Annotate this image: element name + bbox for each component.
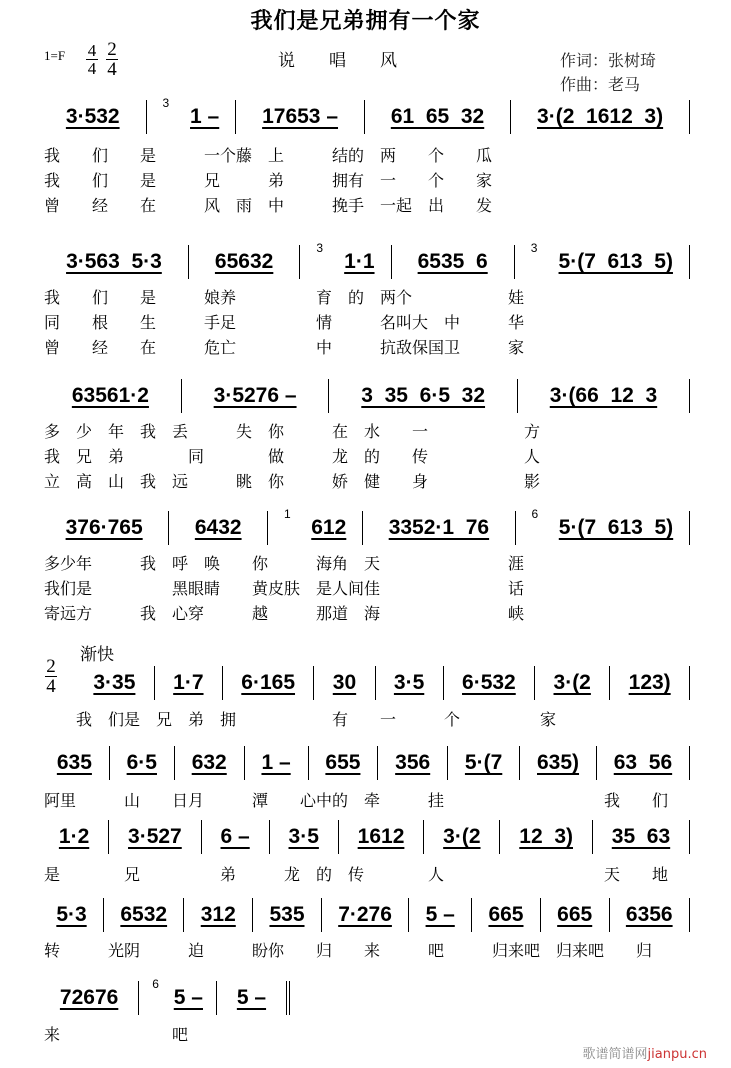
lyric-line: 我 们 是 兄 弟 拥有 一 个 家 <box>44 171 493 190</box>
lyric-line: 我 们 是 一个藤 上 结的 两 个 瓜 <box>44 146 493 165</box>
time-signature-4-4 <box>86 42 98 77</box>
notes: 12 3) <box>519 825 573 848</box>
notes: 376·765 <box>65 516 143 539</box>
measure <box>610 666 690 700</box>
measure <box>329 379 517 413</box>
measure <box>104 898 184 932</box>
notes: 5 – <box>425 903 455 926</box>
measure <box>409 898 472 932</box>
measure <box>223 666 314 700</box>
staff-row <box>40 241 690 279</box>
staff-row <box>40 898 690 932</box>
measure <box>515 241 690 279</box>
notes: 3·532 <box>65 105 120 128</box>
time-sig-top: 4 <box>87 41 97 60</box>
measure <box>322 898 409 932</box>
measure <box>593 820 690 854</box>
time-sig-bottom: 4 <box>87 59 97 78</box>
lyric-line: 同 根 生 手足 情 名叫大 中 华 <box>44 313 525 332</box>
measure <box>339 820 425 854</box>
lyric-line: 是 兄 弟 龙 的 传 人 天 地 <box>44 865 669 884</box>
grace-note: 6 <box>531 507 539 521</box>
grace-note: 6 <box>152 977 159 991</box>
measure <box>392 245 515 279</box>
lyric-line: 我 们 是 娘养 育 的 两个 娃 <box>44 288 525 307</box>
notes: 1612 <box>357 825 405 848</box>
notes: 5·(7 613 5) <box>558 250 673 273</box>
song-title: 我们是兄弟拥有一个家 <box>250 9 481 34</box>
measure <box>175 746 245 780</box>
lyric-line: 多 少 年 我 丢 失 你 在 水 一 方 <box>44 422 541 441</box>
measure <box>253 898 322 932</box>
notes: 3·(66 12 3 <box>549 384 658 407</box>
measure <box>169 511 268 545</box>
staff-row <box>75 666 690 700</box>
notes: 6356 <box>625 903 673 926</box>
notes: 7·276 <box>338 903 392 926</box>
notes: 3·(2 <box>443 825 481 848</box>
lyric-line: 来 吧 <box>44 1025 189 1044</box>
lyric-line: 寄远方 我 心穿 越 那道 海 峡 <box>44 604 525 623</box>
measure <box>40 100 147 134</box>
measure <box>376 666 444 700</box>
lyricist: 作词：张树琦 <box>560 51 657 70</box>
notes: 635 <box>56 751 92 774</box>
measure <box>75 666 155 700</box>
measure <box>182 379 330 413</box>
lyric-line: 曾 经 在 风 雨 中 挽手 一起 出 发 <box>44 196 493 215</box>
measure <box>40 245 189 279</box>
notes: 3·35 <box>93 671 136 694</box>
lyric-line: 曾 经 在 危亡 中 抗敌保国卫 家 <box>44 338 525 357</box>
notes: 535 <box>269 903 305 926</box>
lyric-line: 立 高 山 我 远 眺 你 娇 健 身 影 <box>44 472 541 491</box>
notes: 6·532 <box>462 671 516 694</box>
notes: 61 65 32 <box>390 105 485 128</box>
notes: 3·5276 – <box>213 384 297 407</box>
time-signature-2-4 <box>106 40 118 79</box>
lyric-line: 多少年 我 呼 唤 你 海角 天 涯 <box>44 554 525 573</box>
grace-note: 3 <box>530 241 538 255</box>
staff-row <box>40 96 690 134</box>
grace-note: 3 <box>316 241 324 255</box>
notes: 123) <box>628 671 671 694</box>
staff-row <box>40 820 690 854</box>
measure <box>363 511 516 545</box>
notes: 5·3 <box>56 903 87 926</box>
watermark <box>583 1043 707 1062</box>
notes: 6·5 <box>126 751 157 774</box>
measure <box>597 746 690 780</box>
notes: 612 <box>311 516 347 539</box>
measure <box>155 666 223 700</box>
notes: 5·(7 613 5) <box>558 516 674 539</box>
staff-row <box>40 379 690 413</box>
notes: 3352·1 76 <box>388 516 490 539</box>
measure <box>184 898 253 932</box>
notes: 3·563 5·3 <box>66 250 162 273</box>
time-sig-bottom: 4 <box>107 59 117 80</box>
measure <box>40 379 182 413</box>
notes: 6532 <box>120 903 168 926</box>
measure <box>472 898 541 932</box>
lyric-line: 阿里 山 日月 潭 心中的 牵 挂 我 们 <box>44 791 669 810</box>
time-sig-bottom: 4 <box>46 676 56 697</box>
notes: 1·7 <box>173 671 204 694</box>
measure <box>268 507 363 545</box>
notes: 30 <box>332 671 357 694</box>
time-sig-top: 2 <box>46 656 56 677</box>
time-sig-top: 2 <box>107 39 117 60</box>
measure <box>378 746 448 780</box>
notes: 5 – <box>236 986 267 1009</box>
notes: 65632 <box>214 250 274 273</box>
measure <box>236 100 365 134</box>
measure <box>535 666 610 700</box>
notes: 6535 6 <box>417 250 488 273</box>
measure <box>448 746 520 780</box>
measure <box>541 898 610 932</box>
measure <box>270 820 339 854</box>
notes: 6432 <box>194 516 242 539</box>
notes: 1 – <box>261 751 291 774</box>
measure <box>516 507 690 545</box>
measure <box>309 746 379 780</box>
key-signature: 1=F <box>44 48 66 63</box>
watermark-text: 歌谱简谱网 <box>582 1047 648 1062</box>
notes: 665 <box>488 903 524 926</box>
tempo-marking: 渐快 <box>80 645 114 665</box>
notes: 635) <box>537 751 580 774</box>
notes: 3·527 <box>128 825 182 848</box>
notes: 632 <box>191 751 227 774</box>
measure <box>40 820 109 854</box>
measure <box>300 241 391 279</box>
measure <box>424 820 500 854</box>
notes: 356 <box>395 751 431 774</box>
measure <box>109 820 202 854</box>
measure <box>189 245 301 279</box>
notes: 6·165 <box>241 671 296 694</box>
measure <box>365 100 511 134</box>
notes: 3 35 6·5 32 <box>361 384 486 407</box>
grace-note: 1 <box>283 507 291 521</box>
lyric-line: 我们是 黑眼睛 黄皮肤 是人间佳 话 <box>44 579 525 598</box>
measure <box>147 96 237 134</box>
notes: 3·(2 1612 3) <box>537 105 664 128</box>
measure <box>40 981 139 1015</box>
time-signature-change <box>45 657 57 696</box>
notes: 3·(2 <box>553 671 591 694</box>
staff-row <box>40 977 290 1015</box>
notes: 63 56 <box>613 751 673 774</box>
notes: 1·1 <box>344 250 375 273</box>
notes: 5 – <box>173 986 203 1009</box>
measure <box>202 820 270 854</box>
notes: 6 – <box>220 825 250 848</box>
song-style: 说 唱 风 <box>278 51 397 71</box>
measure <box>610 898 690 932</box>
staff-row <box>40 507 690 545</box>
measure <box>511 100 690 134</box>
measure <box>217 981 290 1015</box>
lyric-line: 我 兄 弟 同 做 龙 的 传 人 <box>44 447 541 466</box>
notes: 63561·2 <box>71 384 149 407</box>
grace-note: 3 <box>162 96 170 110</box>
notes: 1 – <box>190 105 220 128</box>
staff-row <box>40 746 690 780</box>
measure <box>40 898 104 932</box>
notes: 3·5 <box>393 671 425 694</box>
measure <box>40 511 169 545</box>
notes: 655 <box>325 751 361 774</box>
notes: 17653 – <box>262 105 339 128</box>
measure <box>139 977 217 1015</box>
lyric-line: 我 们是 兄 弟 拥 有 一 个 家 <box>44 710 557 729</box>
measure <box>518 379 690 413</box>
measure <box>110 746 175 780</box>
lyric-line: 转 光阴 迫 盼你 归 来 吧 归来吧 归来吧 归 <box>44 941 653 960</box>
notes: 35 63 <box>611 825 671 848</box>
notes: 3·5 <box>288 825 319 848</box>
measure <box>314 666 375 700</box>
notes: 312 <box>200 903 236 926</box>
notes: 5·(7 <box>464 751 503 774</box>
measure <box>520 746 597 780</box>
composer: 作曲：老马 <box>560 75 641 94</box>
measure <box>40 746 110 780</box>
notes: 72676 <box>59 986 119 1009</box>
watermark-domain: jianpu.cn <box>647 1047 707 1062</box>
measure <box>444 666 535 700</box>
measure <box>245 746 309 780</box>
measure <box>500 820 592 854</box>
notes: 665 <box>557 903 593 926</box>
notes: 1·2 <box>58 825 90 848</box>
